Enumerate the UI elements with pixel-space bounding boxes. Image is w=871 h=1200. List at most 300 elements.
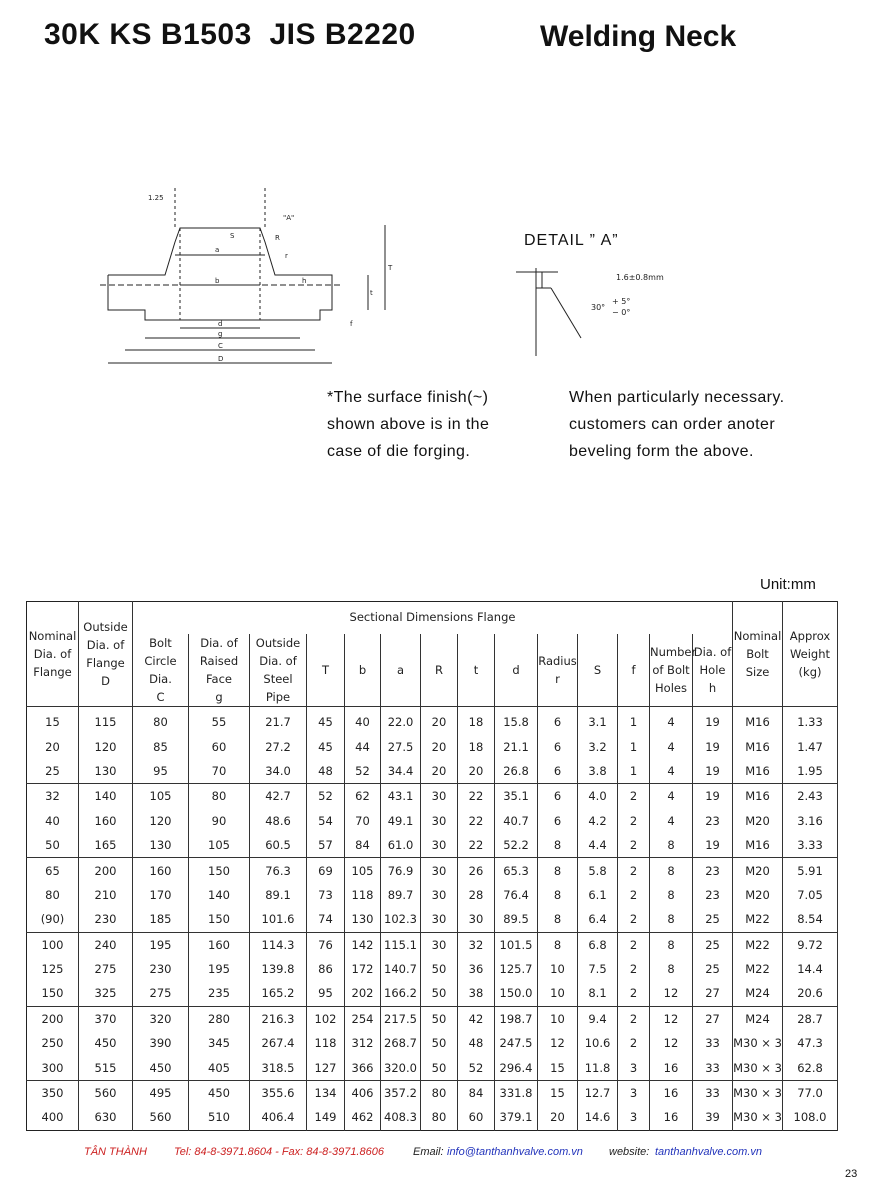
table-cell: 149: [307, 1105, 345, 1130]
table-cell: 33: [693, 1031, 733, 1055]
flange-cross-section-diagram: [100, 180, 400, 375]
table-cell: 70: [345, 809, 381, 833]
flange-type-title: Welding Neck: [540, 20, 737, 53]
page-number: 23: [845, 1168, 858, 1180]
table-cell: 76.9: [381, 858, 421, 883]
table-cell: 185: [133, 907, 189, 932]
table-cell: 8: [538, 932, 578, 957]
table-cell: 50: [421, 981, 458, 1006]
table-cell: 405: [189, 1055, 250, 1080]
table-cell: 105: [133, 784, 189, 809]
table-cell: 4.4: [578, 833, 618, 858]
table-cell: 65: [27, 858, 79, 883]
table-cell: 1: [618, 707, 650, 735]
table-cell: 15: [538, 1055, 578, 1080]
label-t: t: [370, 289, 373, 297]
table-cell: 20: [421, 759, 458, 784]
label-g: g: [218, 330, 223, 338]
table-cell: 510: [189, 1105, 250, 1130]
col-a: a: [381, 634, 421, 707]
table-cell: 125: [27, 957, 79, 981]
header-line: Weight: [789, 647, 831, 661]
header-line: Outside: [83, 620, 128, 634]
table-cell: 25: [693, 957, 733, 981]
col-outside-dia-flange: [79, 602, 133, 707]
table-cell: 8: [538, 883, 578, 907]
table-cell: 14.4: [783, 957, 838, 981]
table-cell: 5.91: [783, 858, 838, 883]
table-cell: 130: [79, 759, 133, 784]
header-line: Outside: [255, 636, 301, 650]
footer-company: TÂN THÀNH: [84, 1146, 147, 1158]
table-cell: 33: [693, 1055, 733, 1080]
table-cell: 127: [307, 1055, 345, 1080]
table-cell: 8.1: [578, 981, 618, 1006]
table-cell: 48: [307, 759, 345, 784]
table-cell: 80: [27, 883, 79, 907]
table-cell: 1.95: [783, 759, 838, 784]
table-cell: 16: [650, 1080, 693, 1105]
detail-tol-plus: + 5°: [612, 297, 631, 306]
table-cell: 2: [618, 1031, 650, 1055]
header-line: r: [555, 672, 560, 686]
table-cell: 120: [133, 809, 189, 833]
table-cell: 400: [27, 1105, 79, 1130]
table-cell: 230: [79, 907, 133, 932]
label-D: D: [218, 355, 224, 363]
table-cell: 6.4: [578, 907, 618, 932]
table-cell: 115: [79, 707, 133, 735]
table-cell: 40: [27, 809, 79, 833]
table-cell: 140.7: [381, 957, 421, 981]
table-row: [27, 707, 838, 735]
table-cell: 34.0: [250, 759, 307, 784]
table-cell: 101.5: [495, 932, 538, 957]
beveling-note: [569, 384, 829, 465]
table-cell: 15.8: [495, 707, 538, 735]
label-f: f: [350, 320, 353, 328]
table-cell: 19: [693, 707, 733, 735]
table-cell: 52: [307, 784, 345, 809]
table-cell: 9.4: [578, 1006, 618, 1031]
table-cell: 268.7: [381, 1031, 421, 1055]
table-cell: 150: [189, 907, 250, 932]
table-cell: 19: [693, 759, 733, 784]
table-cell: 16: [650, 1055, 693, 1080]
table-cell: 379.1: [495, 1105, 538, 1130]
table-cell: 30: [421, 809, 458, 833]
table-cell: 4: [650, 707, 693, 735]
footer-email-link[interactable]: info@tanthanhvalve.com.vn: [447, 1146, 583, 1158]
table-cell: 105: [189, 833, 250, 858]
table-row: [27, 1006, 838, 1031]
note-line: case of die forging.: [327, 443, 471, 460]
detail-a-bevel-diagram: [516, 258, 676, 363]
table-cell: 3: [618, 1105, 650, 1130]
table-cell: M30 × 3: [733, 1031, 783, 1055]
table-cell: 4: [650, 784, 693, 809]
table-cell: 42.7: [250, 784, 307, 809]
surface-finish-note: [327, 384, 537, 465]
table-cell: 28.7: [783, 1006, 838, 1031]
header-line: of Bolt: [652, 663, 690, 677]
label-T: T: [388, 264, 393, 272]
table-cell: 140: [79, 784, 133, 809]
table-cell: 150: [189, 858, 250, 883]
table-cell: 250: [27, 1031, 79, 1055]
table-cell: 30: [421, 883, 458, 907]
table-cell: 32: [458, 932, 495, 957]
table-cell: 318.5: [250, 1055, 307, 1080]
table-cell: 12: [650, 1006, 693, 1031]
table-cell: 8: [650, 858, 693, 883]
table-cell: 73: [307, 883, 345, 907]
table-cell: 12: [650, 1031, 693, 1055]
table-cell: 150.0: [495, 981, 538, 1006]
table-cell: 267.4: [250, 1031, 307, 1055]
table-cell: 2: [618, 981, 650, 1006]
table-cell: 101.6: [250, 907, 307, 932]
table-cell: 76.3: [250, 858, 307, 883]
table-cell: 217.5: [381, 1006, 421, 1031]
table-cell: 55: [189, 707, 250, 735]
table-cell: 560: [79, 1080, 133, 1105]
table-cell: 89.5: [495, 907, 538, 932]
table-cell: 115.1: [381, 932, 421, 957]
header-line: Steel Pipe: [263, 672, 293, 704]
table-cell: 26: [458, 858, 495, 883]
table-cell: 43.1: [381, 784, 421, 809]
table-row: [27, 957, 838, 981]
table-cell: 10.6: [578, 1031, 618, 1055]
table-cell: 4.0: [578, 784, 618, 809]
table-row: [27, 932, 838, 957]
table-cell: 32: [27, 784, 79, 809]
table-cell: 139.8: [250, 957, 307, 981]
table-cell: 108.0: [783, 1105, 838, 1130]
table-cell: 325: [79, 981, 133, 1006]
table-cell: 8: [650, 957, 693, 981]
table-cell: 22: [458, 833, 495, 858]
table-row: [27, 833, 838, 858]
table-cell: 10: [538, 1006, 578, 1031]
label-b: b: [215, 277, 220, 285]
header-line: (kg): [798, 665, 822, 679]
footer-email-label: Email:: [413, 1146, 444, 1158]
table-cell: 65.3: [495, 858, 538, 883]
table-cell: 27: [693, 1006, 733, 1031]
col-approx-weight: [783, 602, 838, 707]
table-cell: 30: [421, 858, 458, 883]
table-cell: 6: [538, 707, 578, 735]
table-cell: 36: [458, 957, 495, 981]
table-cell: 45: [307, 707, 345, 735]
col-bolt-hole-count: [650, 634, 697, 707]
table-cell: 6: [538, 784, 578, 809]
table-cell: 2: [618, 957, 650, 981]
table-cell: 1.33: [783, 707, 838, 735]
header-line: Dia. of: [693, 645, 732, 659]
table-cell: 25: [27, 759, 79, 784]
table-cell: 86: [307, 957, 345, 981]
table-cell: 69: [307, 858, 345, 883]
standard-title: 30K KS B1503 JIS B2220: [44, 18, 416, 51]
label-detail-a-ref: "A": [283, 214, 295, 222]
table-cell: 84: [458, 1080, 495, 1105]
table-cell: 20: [27, 734, 79, 758]
col-bolt-circle-dia: [133, 634, 189, 707]
header-line: Dia. of: [200, 636, 238, 650]
table-cell: 125.7: [495, 957, 538, 981]
table-cell: 2: [618, 932, 650, 957]
table-cell: 22: [458, 809, 495, 833]
table-cell: 200: [27, 1006, 79, 1031]
table-cell: M16: [733, 784, 783, 809]
table-cell: 14.6: [578, 1105, 618, 1130]
table-cell: 102: [307, 1006, 345, 1031]
header-line: Hole: [699, 663, 726, 677]
table-cell: 48.6: [250, 809, 307, 833]
table-cell: 30: [421, 833, 458, 858]
table-cell: 331.8: [495, 1080, 538, 1105]
table-cell: 50: [421, 1006, 458, 1031]
table-cell: 3.8: [578, 759, 618, 784]
table-cell: 247.5: [495, 1031, 538, 1055]
table-cell: 60.5: [250, 833, 307, 858]
table-cell: 560: [133, 1105, 189, 1130]
table-cell: 6: [538, 759, 578, 784]
table-cell: 7.5: [578, 957, 618, 981]
table-cell: 140: [189, 883, 250, 907]
table-cell: 62.8: [783, 1055, 838, 1080]
label-C: C: [218, 342, 223, 350]
table-cell: 28: [458, 883, 495, 907]
table-cell: 370: [79, 1006, 133, 1031]
col-R: R: [421, 634, 458, 707]
table-cell: 345: [189, 1031, 250, 1055]
table-cell: 8: [538, 907, 578, 932]
header-line: Dia. of: [33, 647, 72, 661]
table-cell: 19: [693, 833, 733, 858]
table-cell: 150: [27, 981, 79, 1006]
table-row: [27, 1080, 838, 1105]
table-cell: 130: [345, 907, 381, 932]
table-cell: 11.8: [578, 1055, 618, 1080]
table-cell: 60: [458, 1105, 495, 1130]
table-cell: 3: [618, 1080, 650, 1105]
table-cell: 76: [307, 932, 345, 957]
table-cell: 2: [618, 833, 650, 858]
table-cell: 80: [133, 707, 189, 735]
table-cell: 118: [345, 883, 381, 907]
label-S: S: [230, 232, 235, 240]
table-cell: 198.7: [495, 1006, 538, 1031]
header-line: Radius: [538, 654, 577, 668]
table-cell: M30 × 3: [733, 1105, 783, 1130]
sectional-dimensions-header: Sectional Dimensions Flange: [133, 602, 733, 635]
table-cell: 170: [133, 883, 189, 907]
table-cell: M20: [733, 809, 783, 833]
table-cell: 77.0: [783, 1080, 838, 1105]
table-cell: M22: [733, 907, 783, 932]
table-cell: 200: [79, 858, 133, 883]
table-cell: 120: [79, 734, 133, 758]
table-cell: 280: [189, 1006, 250, 1031]
label-d: d: [218, 320, 223, 328]
table-cell: 2: [618, 858, 650, 883]
table-cell: 40: [345, 707, 381, 735]
table-cell: 44: [345, 734, 381, 758]
table-cell: 61.0: [381, 833, 421, 858]
table-cell: 3.33: [783, 833, 838, 858]
table-cell: 8: [650, 932, 693, 957]
table-body: [27, 707, 838, 1131]
table-cell: 4: [650, 734, 693, 758]
table-cell: 235: [189, 981, 250, 1006]
table-cell: 80: [421, 1080, 458, 1105]
table-cell: 160: [79, 809, 133, 833]
table-cell: M16: [733, 759, 783, 784]
table-cell: 450: [189, 1080, 250, 1105]
table-cell: 2: [618, 809, 650, 833]
table-cell: 47.3: [783, 1031, 838, 1055]
table-cell: 160: [189, 932, 250, 957]
table-cell: 12: [538, 1031, 578, 1055]
table-cell: 165: [79, 833, 133, 858]
col-T: T: [307, 634, 345, 707]
table-cell: (90): [27, 907, 79, 932]
table-cell: M22: [733, 932, 783, 957]
table-cell: 15: [538, 1080, 578, 1105]
table-cell: 50: [421, 1055, 458, 1080]
table-cell: 20.6: [783, 981, 838, 1006]
table-cell: 27.5: [381, 734, 421, 758]
note-line: When particularly necessary.: [569, 389, 785, 406]
table-cell: 57: [307, 833, 345, 858]
table-cell: 34.4: [381, 759, 421, 784]
table-cell: 30: [458, 907, 495, 932]
table-cell: 23: [693, 858, 733, 883]
table-cell: 52.2: [495, 833, 538, 858]
table-cell: 105: [345, 858, 381, 883]
table-cell: 2: [618, 784, 650, 809]
table-row: [27, 759, 838, 784]
table-cell: 35.1: [495, 784, 538, 809]
table-cell: 1.47: [783, 734, 838, 758]
table-cell: 320: [133, 1006, 189, 1031]
table-cell: 275: [133, 981, 189, 1006]
table-cell: 50: [421, 1031, 458, 1055]
table-cell: 3.16: [783, 809, 838, 833]
table-cell: 2: [618, 1006, 650, 1031]
detail-dim-text: 1.6±0.8mm: [616, 273, 664, 282]
table-cell: 15: [27, 707, 79, 735]
table-cell: 230: [133, 957, 189, 981]
table-cell: M24: [733, 1006, 783, 1031]
table-cell: 4: [650, 809, 693, 833]
header-line: Dia. of: [259, 654, 297, 668]
table-cell: 172: [345, 957, 381, 981]
table-cell: 102.3: [381, 907, 421, 932]
table-row: [27, 784, 838, 809]
table-cell: M16: [733, 833, 783, 858]
table-cell: M16: [733, 734, 783, 758]
table-cell: 142: [345, 932, 381, 957]
table-cell: 450: [79, 1031, 133, 1055]
table-cell: 2.43: [783, 784, 838, 809]
table-cell: 54: [307, 809, 345, 833]
table-cell: 515: [79, 1055, 133, 1080]
table-cell: 10: [538, 957, 578, 981]
table-cell: 3.1: [578, 707, 618, 735]
table-row: [27, 809, 838, 833]
col-t: t: [458, 634, 495, 707]
table-cell: 160: [133, 858, 189, 883]
table-cell: 85: [133, 734, 189, 758]
table-cell: 406: [345, 1080, 381, 1105]
table-cell: 8: [538, 858, 578, 883]
detail-a-title: DETAIL ” A”: [524, 232, 619, 249]
table-cell: 48: [458, 1031, 495, 1055]
footer-website-link[interactable]: tanthanhvalve.com.vn: [655, 1146, 763, 1158]
header-line: Size: [745, 665, 770, 679]
col-S: S: [578, 634, 618, 707]
table-cell: M16: [733, 707, 783, 735]
table-row: [27, 907, 838, 932]
col-nominal-bolt-size: [733, 602, 783, 707]
note-line: *The surface finish(~): [327, 389, 489, 406]
table-cell: 114.3: [250, 932, 307, 957]
table-cell: 30: [421, 907, 458, 932]
table-cell: 296.4: [495, 1055, 538, 1080]
col-b: b: [345, 634, 381, 707]
table-row: [27, 1031, 838, 1055]
table-cell: 49.1: [381, 809, 421, 833]
table-cell: 23: [693, 809, 733, 833]
table-cell: 21.1: [495, 734, 538, 758]
table-cell: 20: [458, 759, 495, 784]
table-cell: 8: [650, 883, 693, 907]
header-line: Number: [650, 645, 697, 659]
table-cell: 90: [189, 809, 250, 833]
header-line: C: [156, 690, 165, 704]
table-cell: M30 × 3: [733, 1080, 783, 1105]
col-raised-face-dia: [189, 634, 250, 707]
table-cell: 240: [79, 932, 133, 957]
col-steel-pipe-dia: [250, 634, 307, 707]
col-nominal-dia-flange: [27, 602, 79, 707]
header-line: Approx: [789, 629, 831, 643]
table-cell: 406.4: [250, 1105, 307, 1130]
table-cell: 366: [345, 1055, 381, 1080]
table-cell: 8: [650, 907, 693, 932]
table-cell: 62: [345, 784, 381, 809]
col-hole-dia: [693, 634, 733, 707]
table-cell: 20: [421, 734, 458, 758]
table-cell: 9.72: [783, 932, 838, 957]
table-cell: M22: [733, 957, 783, 981]
table-cell: 25: [693, 907, 733, 932]
table-cell: 8: [538, 833, 578, 858]
table-cell: 12.7: [578, 1080, 618, 1105]
table-cell: 89.7: [381, 883, 421, 907]
table-cell: 50: [27, 833, 79, 858]
table-cell: 4: [650, 759, 693, 784]
table-cell: 95: [307, 981, 345, 1006]
table-row: [27, 981, 838, 1006]
table-cell: 21.7: [250, 707, 307, 735]
footer-website-label: website:: [609, 1146, 650, 1158]
